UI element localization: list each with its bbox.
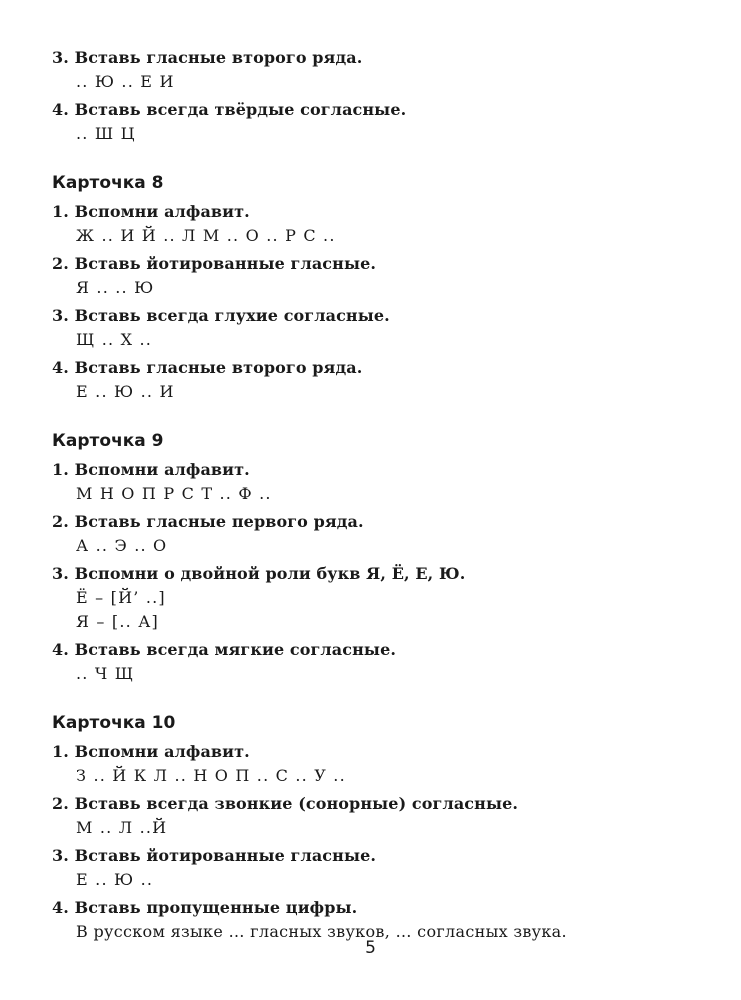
- page-number: 5: [365, 938, 376, 958]
- card-9: [52, 428, 692, 686]
- card-8: [52, 170, 692, 404]
- task-answer-line: .. Ю .. Е И: [76, 72, 175, 91]
- task-title: 1. Вспомни алфавит.: [52, 742, 250, 761]
- task-answer-line: В русском языке … гласных звуков, … согласных звука.: [76, 922, 567, 941]
- task: [52, 458, 692, 506]
- task-answer-line: Я .. .. Ю: [76, 278, 155, 297]
- task: [52, 740, 692, 788]
- task-answer-line: М .. Л ..Й: [76, 818, 168, 837]
- task: [52, 510, 692, 558]
- card-title: Карточка 10: [52, 713, 176, 733]
- task-answer-line: А .. Э .. О: [76, 536, 168, 555]
- task: [52, 304, 692, 352]
- task: [52, 638, 692, 686]
- task-title: 3. Вспомни о двойной роли букв Я, Ё, Е, Ю.: [52, 564, 466, 583]
- task-title: 3. Вставь гласные второго ряда.: [52, 48, 363, 67]
- task-title: 2. Вставь всегда звонкие (сонорные) согласные.: [52, 794, 519, 813]
- task: [52, 792, 692, 840]
- task-answer-line: Я – [.. А]: [76, 612, 159, 631]
- task-answer-line: .. Ш Ц: [76, 124, 136, 143]
- task-answer-line: Е .. Ю .. И: [76, 382, 175, 401]
- task-title: 2. Вставь йотированные гласные.: [52, 254, 377, 273]
- card-10: [52, 710, 692, 944]
- card-title: Карточка 8: [52, 173, 164, 193]
- task: [52, 356, 692, 404]
- task: [52, 200, 692, 248]
- task-title: 1. Вспомни алфавит.: [52, 202, 250, 221]
- task-answer-line: Ё – [Й’ ..]: [76, 588, 166, 607]
- task-answer-line: Ж .. И Й .. Л М .. О .. Р С ..: [76, 226, 336, 245]
- page-content: [52, 46, 692, 944]
- task: [52, 252, 692, 300]
- task-answer-line: З .. Й К Л .. Н О П .. С .. У ..: [76, 766, 346, 785]
- task-top-3: [52, 46, 692, 94]
- task-title: 4. Вставь всегда твёрдые согласные.: [52, 100, 407, 119]
- task-top-4: [52, 98, 692, 146]
- task-title: 4. Вставь гласные второго ряда.: [52, 358, 363, 377]
- task: [52, 562, 692, 634]
- task-title: 3. Вставь йотированные гласные.: [52, 846, 377, 865]
- task-answer-line: Щ .. Х ..: [76, 330, 153, 349]
- task-answer-line: Е .. Ю ..: [76, 870, 154, 889]
- task: [52, 896, 692, 944]
- task: [52, 844, 692, 892]
- task-title: 4. Вставь всегда мягкие согласные.: [52, 640, 397, 659]
- card-title: Карточка 9: [52, 431, 164, 451]
- task-answer-line: .. Ч Щ: [76, 664, 135, 683]
- task-title: 2. Вставь гласные первого ряда.: [52, 512, 364, 531]
- task-title: 3. Вставь всегда глухие согласные.: [52, 306, 390, 325]
- task-title: 4. Вставь пропущенные цифры.: [52, 898, 358, 917]
- task-answer-line: М Н О П Р С Т .. Ф ..: [76, 484, 272, 503]
- task-title: 1. Вспомни алфавит.: [52, 460, 250, 479]
